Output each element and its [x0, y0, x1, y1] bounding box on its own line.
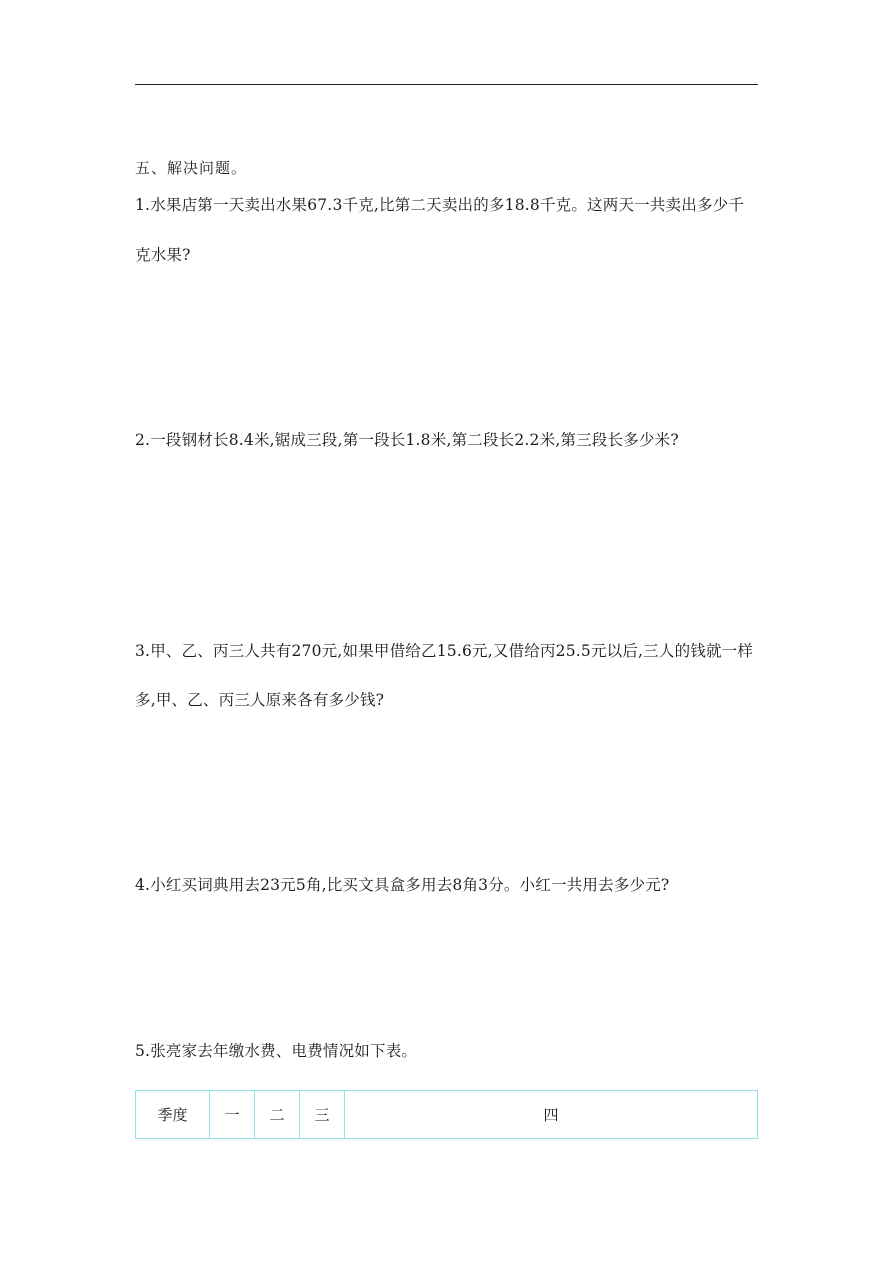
header-rule	[135, 84, 758, 85]
table-header-q1: 一	[210, 1091, 255, 1139]
question-4-line-1: 4.小红买词典用去23元5角,比买文具盒多用去8角3分。小红一共用去多少元?	[135, 876, 670, 894]
question-3-line-1: 3.甲、乙、丙三人共有270元,如果甲借给乙15.6元,又借给丙25.5元以后,三人的钱就一样	[135, 642, 754, 660]
fee-table	[135, 1090, 758, 1139]
table-header-season: 季度	[136, 1091, 210, 1139]
table-header-q2: 二	[255, 1091, 300, 1139]
table-row	[136, 1091, 758, 1139]
table-header-q4: 四	[345, 1091, 758, 1139]
question-2-line-1: 2.一段钢材长8.4米,锯成三段,第一段长1.8米,第二段长2.2米,第三段长多少米?	[135, 431, 679, 449]
question-1-line-1: 1.水果店第一天卖出水果67.3千克,比第二天卖出的多18.8千克。这两天一共卖出多少千	[135, 196, 745, 214]
question-3-line-2: 多,甲、乙、丙三人原来各有多少钱?	[135, 691, 385, 709]
table-header-q3: 三	[300, 1091, 345, 1139]
question-5-line-1: 5.张亮家去年缴水费、电费情况如下表。	[135, 1042, 418, 1060]
question-1-line-2: 克水果?	[135, 246, 191, 264]
section-title: 五、解决问题。	[135, 159, 248, 177]
